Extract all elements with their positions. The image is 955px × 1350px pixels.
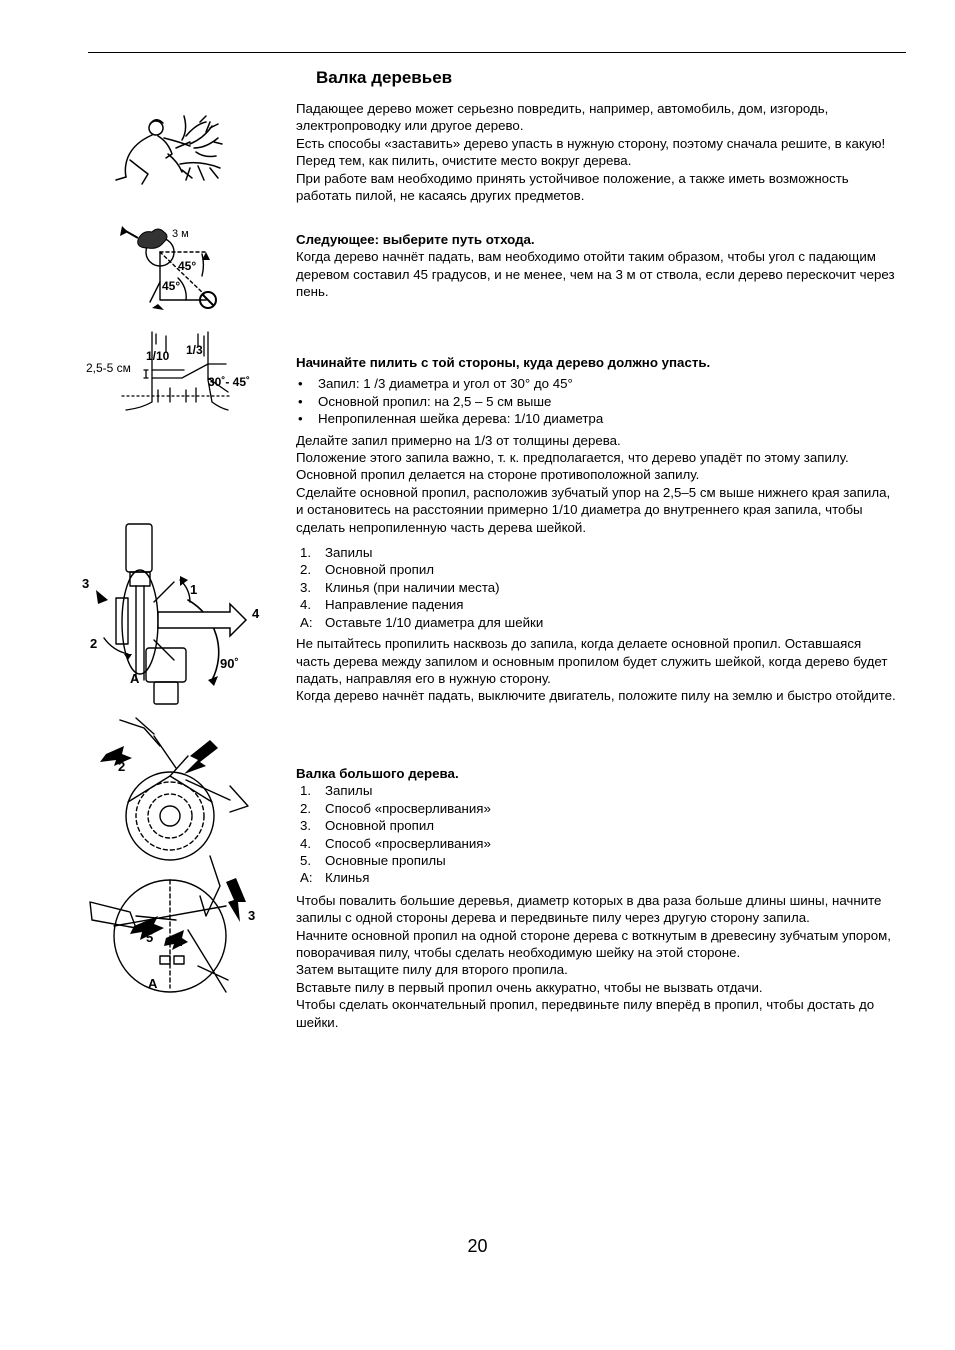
list-item: 2. Способ «просверливания»	[300, 800, 491, 816]
list-item: • Основной пропил: на 2,5 – 5 см выше	[296, 393, 896, 410]
list-item: 1. Запилы	[300, 783, 373, 799]
angle-label: 30˚- 45˚	[208, 375, 251, 389]
callout-1: 1	[204, 740, 212, 755]
list-item: 5. Основные пропилы	[300, 853, 446, 869]
callout-5: 5	[146, 930, 154, 945]
cutting-paragraph: Делайте запил примерно на 1/3 от толщины дерева.	[296, 432, 621, 448]
intro-paragraph: Падающее дерево может серьезно повредить, например, автомобиль, дом, изгородь, электропроводку или другое дерево.	[296, 101, 829, 134]
height-label: 2,5-5 см	[86, 361, 131, 375]
callout-2: 2	[118, 759, 126, 774]
intro-paragraph: Перед тем, как пилить, очистите место вокруг дерева.	[296, 153, 632, 169]
large-tree-heading: Валка большого дерева.	[296, 766, 459, 781]
list-item: 4. Способ «просверливания»	[300, 835, 491, 851]
list-item: A: Клинья	[300, 870, 370, 886]
list-item: • Запил: 1 /3 диаметра и угол от 30° до 45°	[296, 375, 896, 392]
distance-label: 3 м	[172, 228, 189, 240]
large-tree-section	[296, 765, 896, 1031]
notch-label: 1/3	[186, 343, 203, 357]
list-item: A: Оставьте 1/10 диаметра для шейки	[300, 614, 544, 630]
intro-paragraph: Есть способы «заставить» дерево упасть в нужную сторону, поэтому сначала решите, в какую!	[296, 135, 886, 151]
escape-heading: Следующее: выберите путь отхода.	[296, 232, 535, 247]
list-item: 3. Основной пропил	[300, 818, 435, 834]
large-tree-paragraph: Начните основной пропил на одной стороне дерева с воткнутым в древесину зубчатым упором, поворачивая пилу, чтобы сделать необходимую шейку на этой стороне.	[296, 927, 891, 961]
angle-label: 45°	[178, 259, 197, 273]
callout-a: A	[130, 671, 140, 686]
notch-geometry-diagram	[86, 330, 266, 412]
angle-label: 45°	[162, 279, 181, 293]
page-title: Валка деревьев	[316, 68, 453, 87]
large-tree-felling-diagram	[80, 716, 280, 996]
cutting-section	[296, 354, 896, 705]
list-item: 2. Основной пропил	[300, 562, 435, 578]
felling-cuts-diagram	[80, 520, 270, 710]
escape-section	[296, 231, 896, 301]
large-tree-paragraph: Чтобы сделать окончательный пропил, передвиньте пилу вперёд в пропил, чтобы достать до шейки.	[296, 997, 875, 1030]
intro-section	[296, 100, 896, 204]
cutting-paragraph: Когда дерево начнёт падать, выключите двигатель, положите пилу на землю и быстро отойдите.	[296, 688, 896, 704]
callout-2: 2	[90, 636, 98, 651]
cutting-paragraph: Не пытайтесь пропилить насквозь до запила, когда делаете основной пропил. Оставшаяся часть дерева между запилом и основным пропилом будет служить шейкой, когда дерево будет падать, направляя его в нужную сторону.	[296, 636, 888, 686]
callout-3: 3	[82, 576, 90, 591]
large-tree-paragraph: Чтобы повалить большие деревья, диаметр которых в два раза больше длины шины, начните запилы с одной стороны дерева и передвиньте пилу через другую сторону запила.	[296, 892, 882, 926]
cutting-bullets	[296, 375, 896, 427]
cutting-heading: Начинайте пилить с той стороны, куда дерево должно упасть.	[296, 355, 711, 370]
list-item: 3. Клинья (при наличии места)	[300, 579, 500, 595]
cutting-paragraph: Сделайте основной пропил, расположив зубчатый упор на 2,5–5 см выше нижнего края запила, и остановитесь на расстоянии примерно 1/10 диаметра до внутреннего края запила, чтобы сделать непропиленную часть дерева шейкой.	[296, 484, 891, 535]
cutting-paragraph: Основной пропил делается на стороне противоположной запилу.	[296, 467, 700, 483]
clearing-area-illustration	[110, 108, 230, 188]
callout-a: A	[148, 976, 158, 991]
callout-4: 4	[252, 606, 260, 621]
callout-1: 1	[190, 582, 198, 597]
intro-paragraph: При работе вам необходимо принять устойчивое положение, а также иметь возможность работать пилой, не касаясь других предметов.	[296, 170, 849, 204]
neck-label: 1/10	[146, 349, 170, 363]
large-tree-paragraph: Вставьте пилу в первый пропил очень аккуратно, чтобы не вызвать отдачи.	[296, 979, 763, 995]
list-item: • Непропиленная шейка дерева: 1/10 диаметра	[296, 410, 896, 427]
cutting-paragraph: Положение этого запила важно, т. к. предполагается, что дерево упадёт по этому запилу.	[296, 450, 849, 466]
angle-label: 90˚	[220, 656, 239, 671]
page-number: 20	[467, 1236, 488, 1256]
callout-3: 3	[248, 908, 256, 923]
callout-4: 4	[176, 934, 184, 949]
large-tree-legend	[296, 782, 896, 886]
cutting-legend	[296, 544, 896, 631]
list-item: 4. Направление падения	[300, 597, 464, 613]
header-rule	[88, 52, 906, 53]
list-item: 1. Запилы	[300, 545, 373, 561]
large-tree-paragraph: Затем вытащите пилу для второго пропила.	[296, 962, 568, 978]
escape-text: Когда дерево начнёт падать, вам необходимо отойти таким образом, чтобы угол с падающим деревом составил 45 градусов, и не менее, чем на 3 м от ствола, если дерево перескочит через пень.	[296, 249, 895, 300]
escape-route-diagram	[118, 220, 228, 315]
